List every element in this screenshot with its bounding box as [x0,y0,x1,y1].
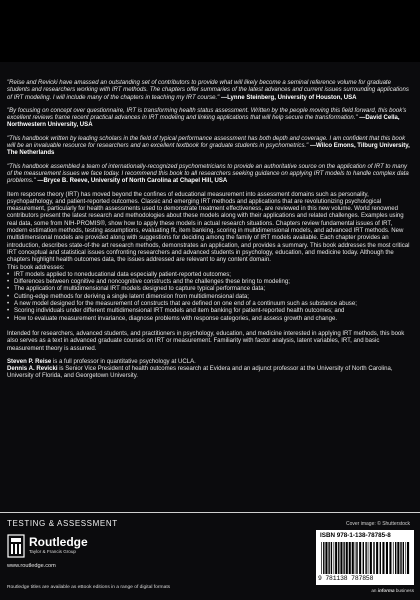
barcode-bar [325,542,327,574]
barcode-bar [331,542,332,574]
barcode-bar [389,542,391,574]
author-name: Steven P. Reise [7,358,52,365]
barcode-bar [380,542,381,574]
barcode-bar [400,542,401,574]
book-description [7,192,412,272]
description-paragraph: Item response theory (IRT) has moved beyond the confines of educational measurement into assessment domains such as personality, psychopathology, and patient-reported outcomes. Classic and emerging IRT methods and applications that are revolutionizing psychological measurement, particularly for health assessments used to demonstrate treatment effectiveness, are reviewed in this new volume. World renowned contributors present the latest research and methodologies about these models along with their applications and related challenges. Examples using real data, some from NIH-PROMIS®, show how to apply these models in actual research situations. Chapters review fundamental issues of IRT, modern estimation methods, testing assumptions, evaluating fit, item banking, scoring in multidimensional models, and advanced IRT methods. New multidimensional models are provided along with suggestions for deciding among the family of IRT models available. Each chapter provides an introduction, describes state-of-the art research methods, demonstrates an application, and provides a summary. This book addresses the most critical IRT conceptual and statistical issues confronting researchers and advanced students in psychology, education, and medicine today. Although the chapters highlight health outcomes data, the issues addressed are relevant to any content domain. [7,191,410,264]
quote-text: "Reise and Revicki have amassed an outstanding set of contributors to provide what will likely become a seminal reference volume for graduate students and researchers working with IRT methods. The chapters offer summaries of the latest advances and current issues surrounding applications of IRT modeling. I will include many of the chapters in teaching my IRT course." [7,80,409,101]
author-bio-text: is Senior Vice President of health outcomes research at Evidera and an adjunct professor at the University of North Carolina, University of Florida, and Georgetown University. [7,366,393,380]
topic-list-item: • How to evaluate measurement invariance, diagnose problems with response categories, and assess growth and change. [7,316,412,323]
barcode-bar [393,542,394,574]
barcode-bar [346,542,348,574]
barcode-bars [320,542,410,574]
barcode-bar [328,542,329,574]
barcode-bar [356,542,357,574]
barcode-bar [363,542,364,574]
quote-text: "This handbook assembled a team of internationally-recognized psychometricians to provide an authoritative source on the application of IRT to many of the measurement issues we face today. I recommend this book to all researchers seeking guidance on applying IRT models to handle complex data problems." [7,163,409,185]
topic-list-item: • Cutting-edge methods for deriving a single latent dimension from multidimensional data; [7,294,412,301]
barcode-bar [349,542,351,574]
author-bio-text: is a full professor in quantitative psychology at UCLA. [51,358,196,365]
barcode-bar [395,542,396,574]
informa-suffix: business [394,588,414,593]
informa-brand: informa [377,588,395,593]
informa-business-note [371,588,414,593]
isbn-label: ISBN 978-1-138-78785-8 [320,532,391,539]
author-bio [7,366,412,381]
endorsement-quote [7,164,412,186]
back-cover-text [7,80,412,381]
endorsement-quote [7,136,412,158]
topic-list-item: • A new model designed for the measurement of constructs that are defined on one end of a continuum such as substance abuse; [7,301,412,308]
barcode-bar [373,542,374,574]
publisher-name: Routledge [29,535,88,549]
topic-list-item: • IRT models applied to noneducational data especially patient-reported outcomes; [7,272,412,279]
barcode-bar [352,542,354,574]
barcode-bar [323,542,324,574]
barcode-bar [376,542,378,574]
barcode-bar [365,542,366,574]
barcode-bar [407,542,409,574]
quote-attribution: —Bryce B. Reeve, University of North Carolina at Chapel Hill, USA [37,178,228,185]
barcode-bar [335,542,337,574]
quote-attribution: —Wilco Emons, Tilburg University, The Netherlands [7,143,410,157]
ebook-note: Routledge titles are available as eBook editions in a range of digital formats [7,585,171,590]
barcode-bar [397,542,399,574]
author-bios [7,359,412,381]
quote-text: "By focusing on concept over questionnaire, IRT is transforming health status assessment. Written by the people moving this field forward, this book's excellent reviews frame recent practical advances in IRT modeling and linking applications that will help secure the transformation." [7,107,407,122]
addresses-intro: This book addresses: [7,264,65,271]
publisher-group: Taylor & Francis Group [29,549,76,554]
topic-list-item: • Scoring individuals under different multidimensional IRT models and item banking for patient-reported health outcomes; and [7,308,412,315]
isbn-barcode [316,530,414,585]
subject-category: TESTING & ASSESSMENT [7,519,118,528]
barcode-bar [403,542,404,574]
quote-attribution: —Lynne Steinberg, University of Houston, USA [221,94,357,101]
barcode-bar [338,542,339,574]
quote-attribution: —David Cella, Northwestern University, USA [7,115,400,129]
barcode-bar [343,542,344,574]
routledge-building-icon [7,534,25,558]
author-name: Dennis A. Revicki [7,366,58,373]
topics-list [7,272,412,323]
cover-top-band [0,0,420,62]
divider-line [0,512,420,513]
barcode-digits: 9 781138 787858 [318,575,374,582]
endorsement-quote [7,80,412,102]
barcode-bar [370,542,372,574]
barcode-bar [382,542,384,574]
barcode-bar [334,542,335,574]
barcode-bar [386,542,388,574]
barcode-bar [340,542,342,574]
cover-image-credit: Cover image: © Shutterstock [346,521,410,527]
topic-list-item: • Differences between cognitive and noncognitive constructs and the challenges these bring to modeling; [7,279,412,286]
endorsement-quote [7,108,412,130]
barcode-bar [355,542,356,574]
publisher-logo [7,534,127,560]
barcode-bar [368,542,369,574]
quote-text: "This handbook written by leading scholars in the field of typical performance assessment has both depth and coverage. I am confident that this book will be an invaluable resource for researchers and an excellent textbook for graduate students in psychometrics." [7,135,406,150]
barcode-bar [321,542,322,574]
barcode-bar [359,542,361,574]
publisher-url[interactable]: www.routledge.com [7,563,56,569]
barcode-bar [405,542,406,574]
endorsements [7,80,412,186]
author-bio [7,359,412,366]
informa-prefix: an [371,588,378,593]
intended-audience: Intended for researchers, advanced students, and practitioners in psychology, education, and medicine interested in applying IRT methods, this book also serves as a text in advanced graduate courses on IRT or measurement. Familiarity with factor analysis, latent variables, IRT, and basic measurement theory is assumed. [7,330,405,352]
topic-list-item: • The application of multidimensional IRT models designed to capture typical performance data; [7,286,412,293]
